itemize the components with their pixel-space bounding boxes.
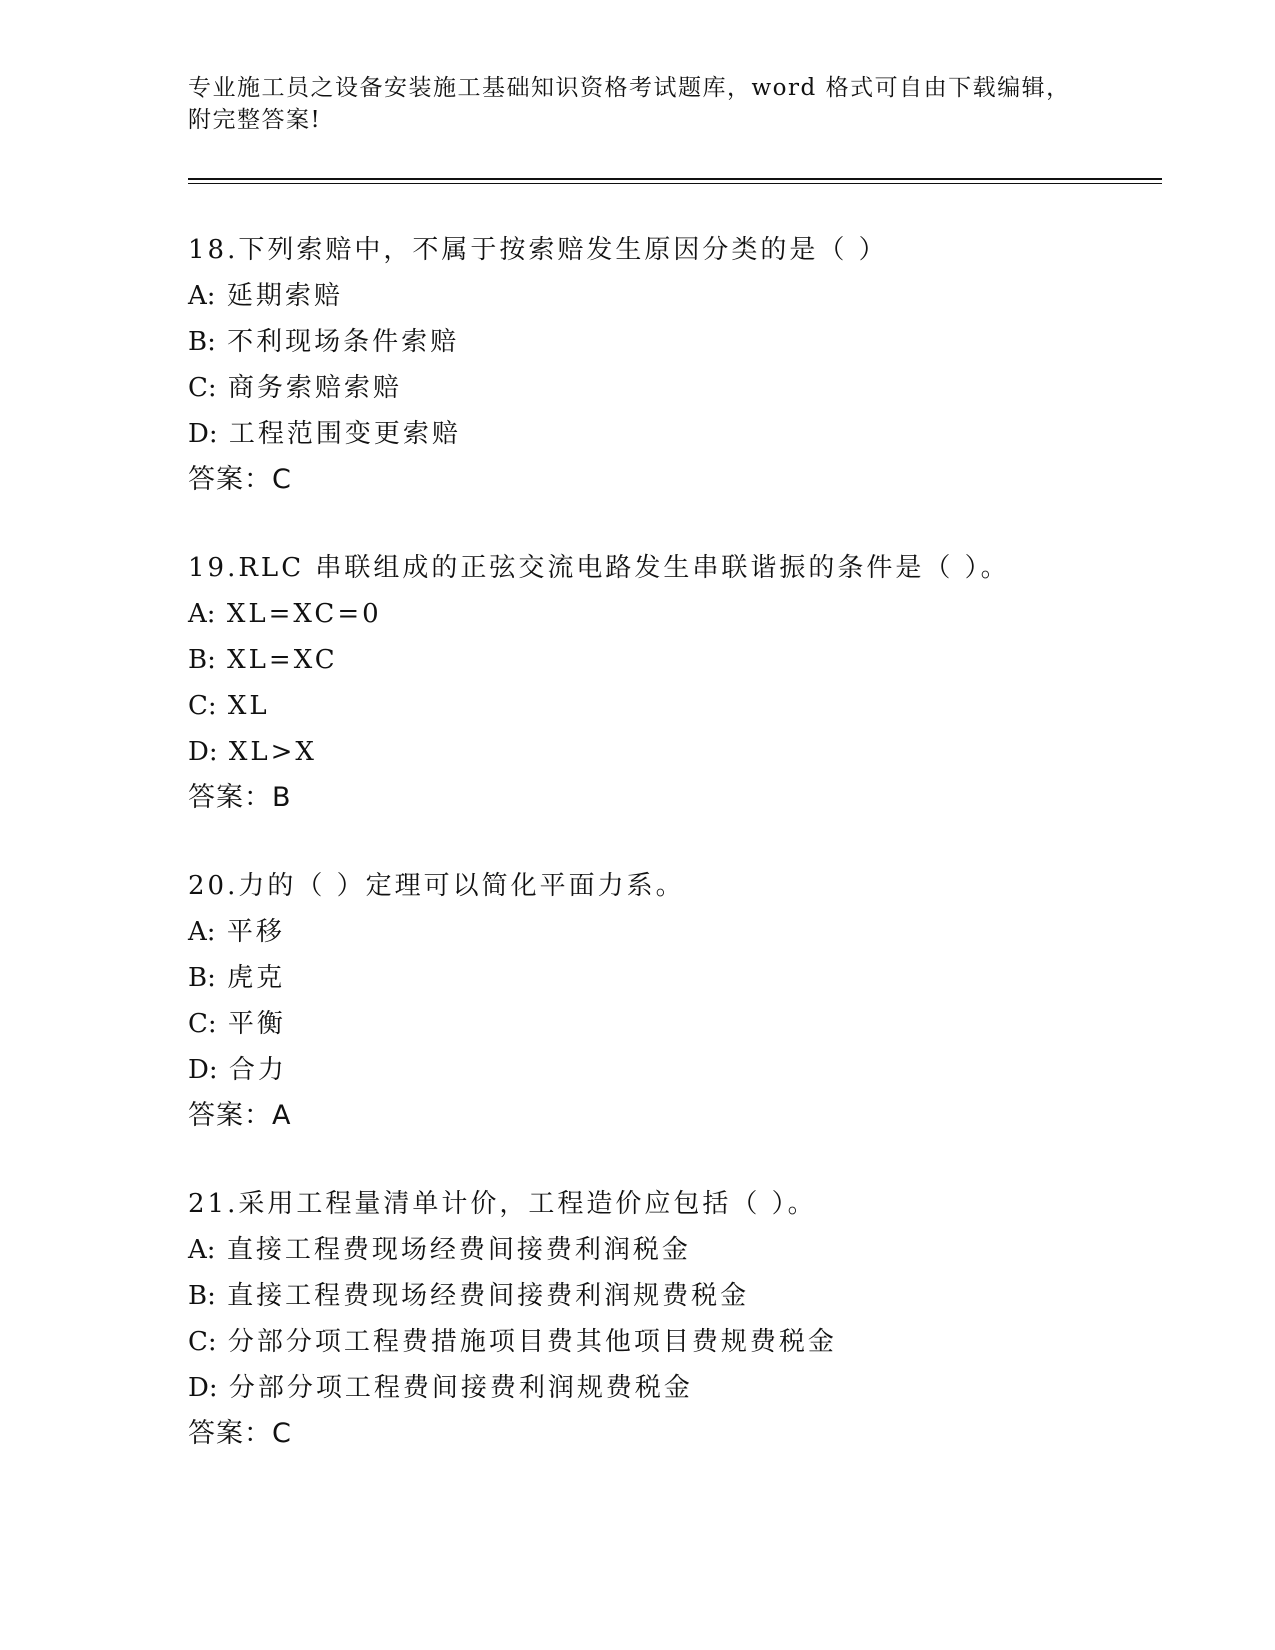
option-d: D: 工程范围变更索赔 (188, 419, 461, 449)
option-b: B: XL=XC (188, 645, 338, 675)
option-a: A: 平移 (188, 917, 285, 947)
option-d: D: 分部分项工程费间接费利润规费税金 (188, 1373, 693, 1403)
option-d: D: XL>X (188, 737, 317, 767)
header-divider-thick (188, 178, 1162, 180)
question-stem: 18.下列索赔中，不属于按索赔发生原因分类的是（ ） (188, 235, 888, 265)
header-divider-thin (188, 183, 1162, 184)
answer: 答案：B (188, 782, 292, 813)
question-21 (188, 1181, 1138, 1457)
option-c: C: 商务索赔索赔 (188, 373, 402, 403)
option-b: B: 不利现场条件索赔 (188, 327, 460, 357)
option-b: B: 虎克 (188, 963, 286, 993)
answer: 答案：C (188, 1418, 292, 1449)
option-a: A: 延期索赔 (188, 281, 343, 311)
option-a: A: XL=XC=0 (188, 599, 382, 629)
option-b: B: 直接工程费现场经费间接费利润规费税金 (188, 1281, 750, 1311)
option-a: A: 直接工程费现场经费间接费利润税金 (188, 1235, 691, 1265)
question-stem: 21.采用工程量清单计价，工程造价应包括（ ）。 (188, 1189, 817, 1219)
answer: 答案：A (188, 1100, 292, 1131)
option-c: C: XL (188, 691, 270, 721)
question-19 (188, 545, 1138, 821)
header-line-1: 专业施工员之设备安装施工基础知识资格考试题库，word 格式可自由下载编辑， (188, 75, 1071, 101)
option-d: D: 合力 (188, 1055, 287, 1085)
answer: 答案：C (188, 464, 292, 495)
option-c: C: 平衡 (188, 1009, 286, 1039)
option-c: C: 分部分项工程费措施项目费其他项目费规费税金 (188, 1327, 837, 1357)
question-stem: 20.力的（ ）定理可以简化平面力系。 (188, 871, 685, 901)
question-20 (188, 863, 1138, 1139)
header-line-2: 附完整答案! (188, 107, 322, 133)
document-header (188, 72, 1088, 136)
question-18 (188, 227, 1138, 503)
question-stem: 19.RLC 串联组成的正弦交流电路发生串联谐振的条件是（ ）。 (188, 553, 1010, 583)
